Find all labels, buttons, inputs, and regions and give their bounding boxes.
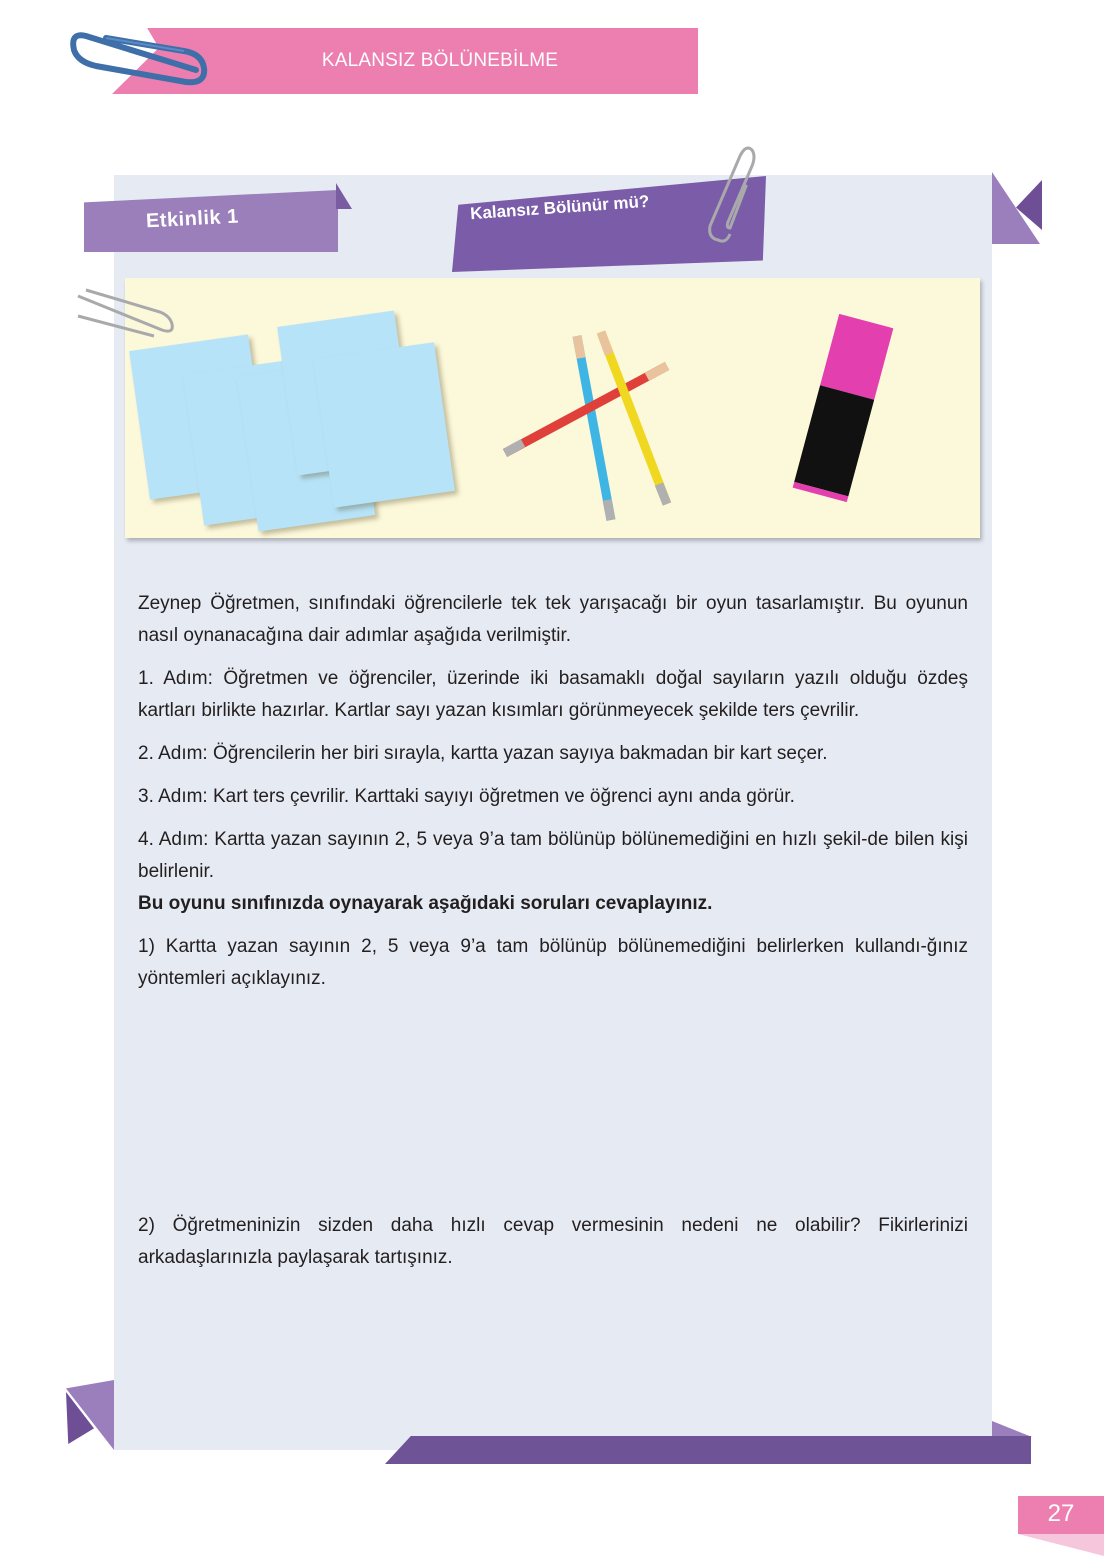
step-3: 3. Adım: Kart ters çevrilir. Karttaki sayıyı öğretmen ve öğrenci aynı anda görür. — [138, 786, 795, 807]
highlighter-illustration — [793, 314, 894, 502]
bottom-bar — [385, 1436, 1031, 1464]
instruction: Bu oyunu sınıfınızda oynayarak aşağıdaki soruları cevaplayınız. — [138, 893, 713, 914]
paperclip-icon — [74, 288, 178, 342]
pencils-illustration — [495, 328, 675, 528]
page-number-tab-fold — [1018, 1534, 1104, 1556]
question-2-block — [138, 1210, 968, 1274]
step-2: 2. Adım: Öğrencilerin her biri sırayla, kartta yazan sayıya bakmadan bir kart seçer. — [138, 743, 828, 764]
question-2: 2) Öğretmeninizin sizden daha hızlı cevap vermesinin nedeni ne olabilir? Fikirlerinizi arkadaşlarınızla paylaşarak tartışınız. — [138, 1215, 968, 1268]
page-number: 27 — [1047, 1500, 1075, 1527]
paperclip-icon — [700, 140, 760, 250]
chapter-title: KALANSIZ BÖLÜNEBİLME — [321, 50, 559, 71]
step-4: 4. Adım: Kartta yazan sayının 2, 5 veya 9’a tam bölünüp bölünemediğini en hızlı şekil-de bilen kişi belirlenir. — [138, 829, 968, 882]
activity-text — [138, 588, 968, 1006]
blank-card — [313, 342, 455, 508]
activity-label: Etkinlik 1 — [145, 205, 240, 233]
bottom-bar-fold — [992, 1421, 1032, 1437]
step-1: 1. Adım: Öğretmen ve öğrenciler, üzerinde iki basamaklı doğal sayıların yazılı olduğu özdeş kartları birlikte hazırlar. Kartlar sayı yazan kısımları görünmeyecek şekilde ters çevrilir. — [138, 668, 968, 721]
illustration-box — [125, 278, 980, 538]
activity-title: Kalansız Bölünür mü? — [469, 191, 650, 224]
paperclip-icon — [66, 24, 211, 86]
intro-paragraph: Zeynep Öğretmen, sınıfındaki öğrencilerle tek tek yarışacağı bir oyun tasarlamıştır. Bu oyunun nasıl oynanacağına dair adımlar aşağıda verilmiştir. — [138, 593, 968, 646]
question-1: 1) Kartta yazan sayının 2, 5 veya 9’a tam bölünüp bölünemediğini belirlerken kullandı-ğınız yöntemleri açıklayınız. — [138, 936, 968, 989]
